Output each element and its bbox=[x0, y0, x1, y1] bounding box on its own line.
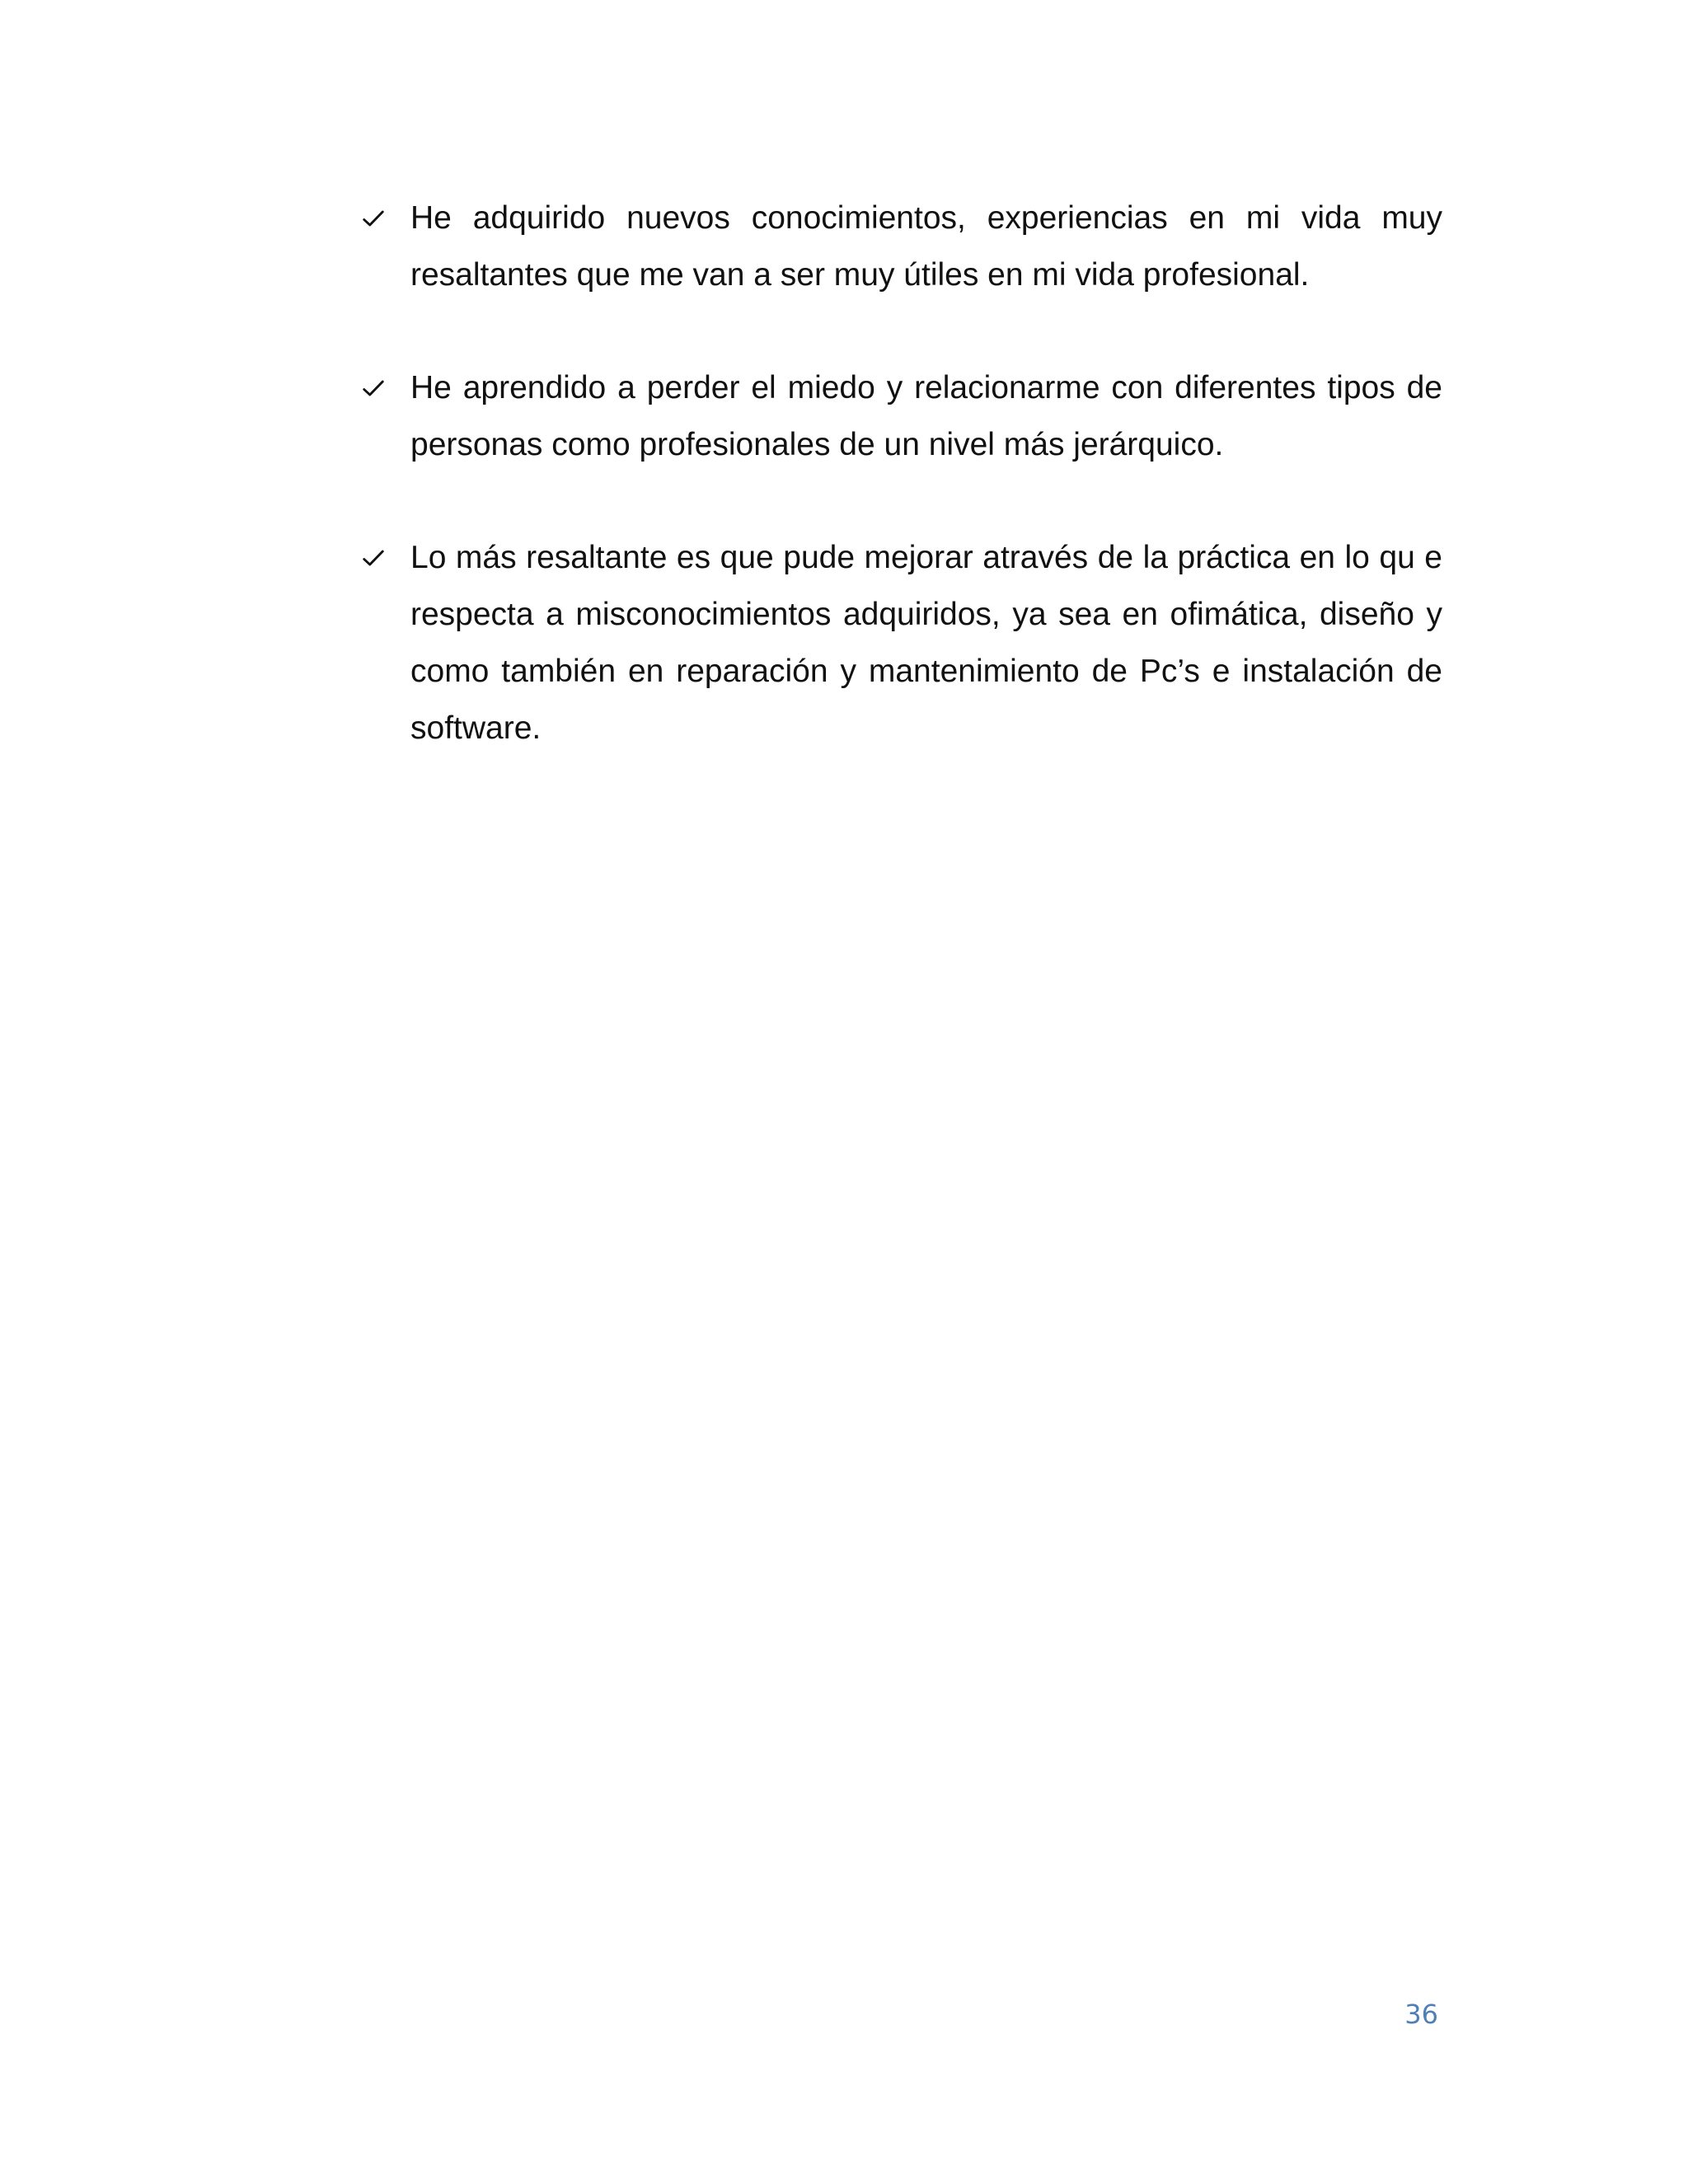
checkmark-icon bbox=[359, 190, 387, 246]
list-item bbox=[354, 190, 1442, 303]
checkmark-icon bbox=[359, 359, 387, 416]
list-item-text: He aprendido a perder el miedo y relacionarme con diferentes tipos de personas como profesionales de un nivel más jerárquico. bbox=[410, 370, 1442, 462]
list-item bbox=[354, 359, 1442, 473]
page-number: 36 bbox=[1404, 1999, 1438, 2030]
list-item-text: Lo más resaltante es que pude mejorar através de la práctica en lo qu e respecta a misconocimientos adquiridos, ya sea en ofimática, diseño y como también en reparación y mantenimiento de Pc’s e instalación de software. bbox=[410, 540, 1442, 746]
checklist bbox=[354, 190, 1442, 813]
list-item-text: He adquirido nuevos conocimientos, experiencias en mi vida muy resaltantes que me van a ser muy útiles en mi vida profesional. bbox=[410, 200, 1442, 293]
checkmark-icon bbox=[359, 529, 387, 586]
list-item bbox=[354, 529, 1442, 757]
